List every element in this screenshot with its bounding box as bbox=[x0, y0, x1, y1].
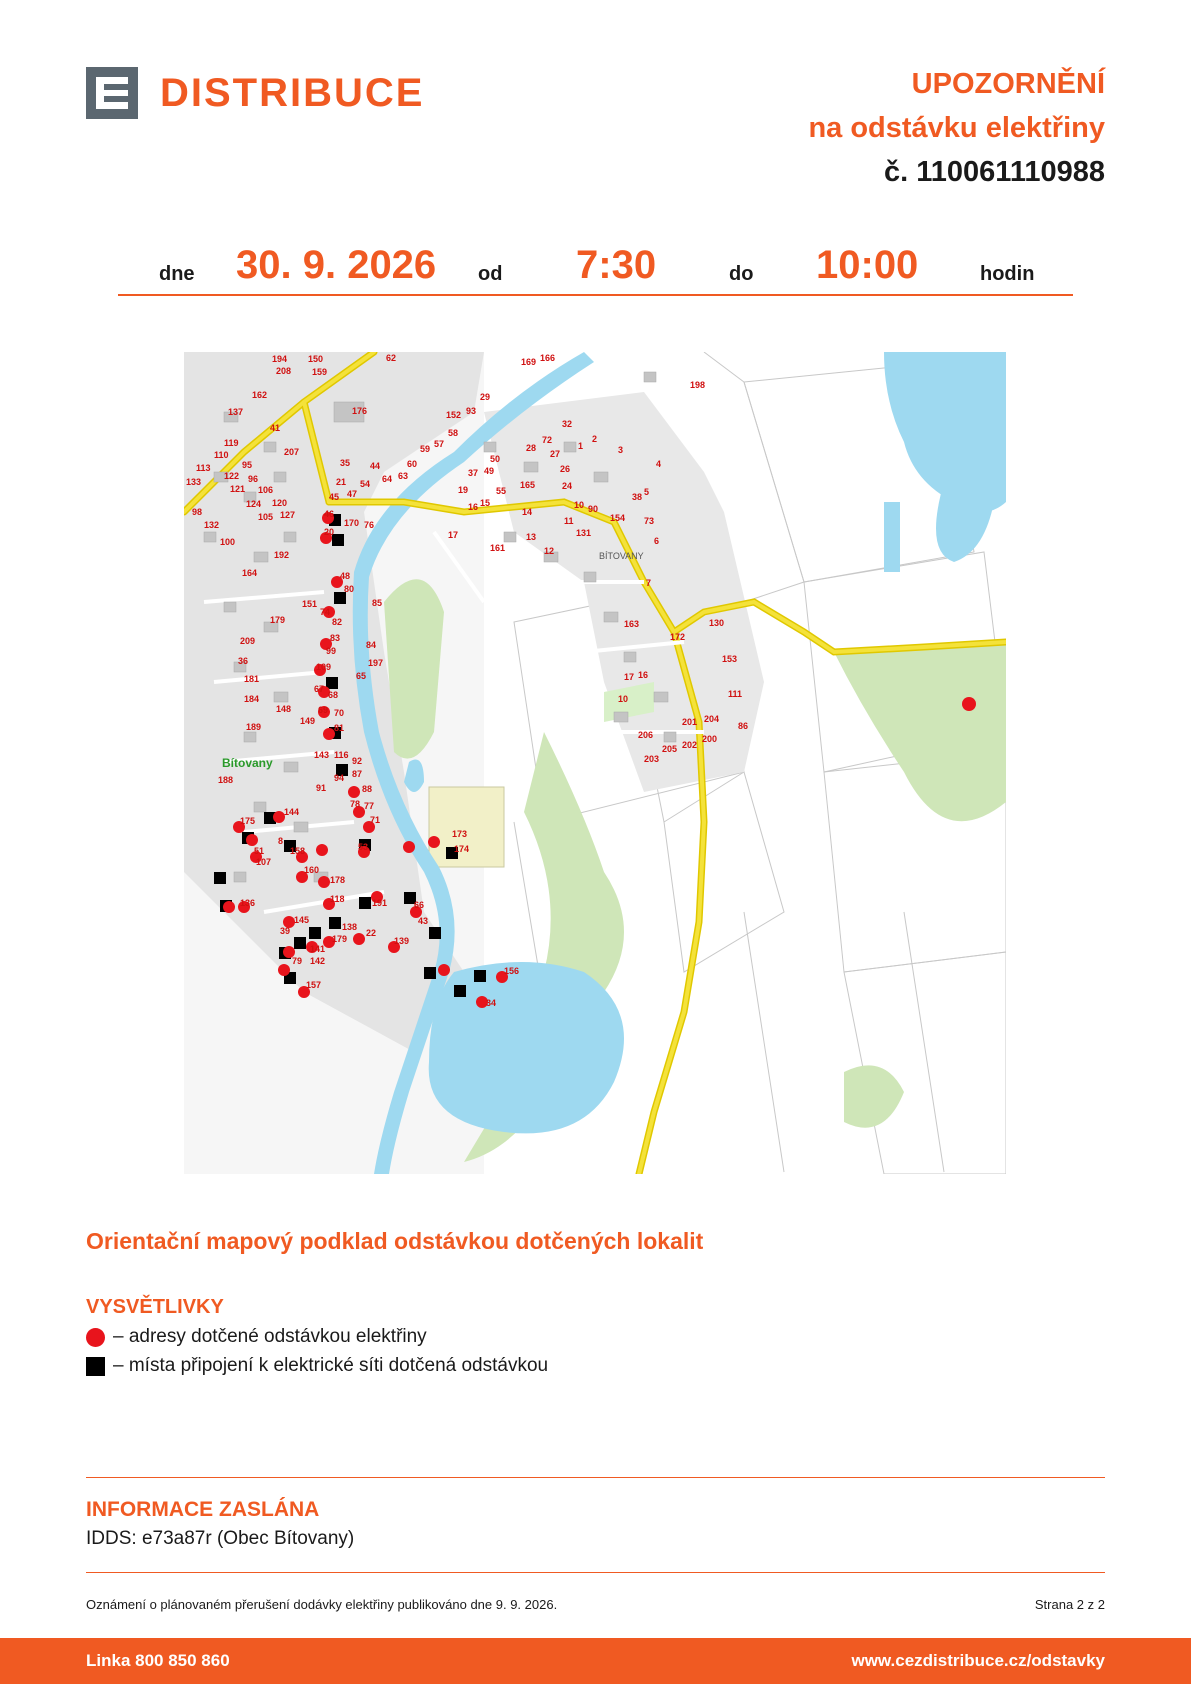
svg-text:192: 192 bbox=[274, 550, 290, 560]
svg-text:67: 67 bbox=[314, 684, 325, 694]
svg-text:13: 13 bbox=[526, 532, 537, 542]
svg-text:48: 48 bbox=[340, 571, 351, 581]
svg-text:64: 64 bbox=[382, 474, 393, 484]
svg-text:170: 170 bbox=[344, 518, 360, 528]
svg-text:116: 116 bbox=[334, 750, 349, 760]
svg-text:207: 207 bbox=[284, 447, 300, 457]
svg-text:76: 76 bbox=[364, 520, 375, 530]
svg-text:121: 121 bbox=[230, 484, 246, 494]
svg-text:139: 139 bbox=[394, 936, 410, 946]
svg-text:82: 82 bbox=[332, 617, 343, 627]
svg-text:74: 74 bbox=[320, 607, 331, 617]
schedule-row bbox=[118, 240, 1073, 296]
svg-text:189: 189 bbox=[246, 722, 262, 732]
svg-text:165: 165 bbox=[520, 480, 536, 490]
divider-bottom bbox=[86, 1572, 1105, 1573]
svg-text:145: 145 bbox=[294, 915, 310, 925]
info-recipient: IDDS: e73a87r (Obec Bítovany) bbox=[86, 1528, 355, 1549]
svg-text:90: 90 bbox=[588, 504, 599, 514]
svg-text:39: 39 bbox=[280, 926, 291, 936]
svg-text:166: 166 bbox=[540, 353, 556, 363]
svg-text:70: 70 bbox=[334, 708, 345, 718]
svg-text:131: 131 bbox=[576, 528, 592, 538]
svg-text:26: 26 bbox=[560, 464, 571, 474]
svg-text:10: 10 bbox=[618, 694, 629, 704]
svg-text:27: 27 bbox=[550, 449, 561, 459]
svg-text:35: 35 bbox=[340, 458, 351, 468]
svg-text:88: 88 bbox=[362, 784, 373, 794]
publication-note: Oznámení o plánovaném přerušení dodávky elektřiny publikováno dne 9. 9. 2026. bbox=[86, 1597, 558, 1612]
svg-text:174: 174 bbox=[454, 844, 470, 854]
svg-text:78: 78 bbox=[350, 799, 361, 809]
svg-text:160: 160 bbox=[304, 865, 320, 875]
svg-text:203: 203 bbox=[644, 754, 660, 764]
info-title: INFORMACE ZASLÁNA bbox=[86, 1498, 320, 1521]
svg-text:93: 93 bbox=[466, 406, 477, 416]
svg-text:107: 107 bbox=[256, 857, 272, 867]
svg-text:142: 142 bbox=[310, 956, 326, 966]
svg-text:184: 184 bbox=[244, 694, 260, 704]
svg-text:65: 65 bbox=[356, 671, 367, 681]
svg-text:57: 57 bbox=[434, 439, 445, 449]
svg-text:60: 60 bbox=[407, 459, 418, 469]
map-canvas bbox=[184, 352, 1006, 1174]
svg-text:95: 95 bbox=[242, 460, 253, 470]
svg-text:198: 198 bbox=[690, 380, 706, 390]
svg-text:119: 119 bbox=[224, 438, 239, 448]
cez-logo-icon bbox=[86, 67, 138, 119]
svg-text:188: 188 bbox=[218, 775, 234, 785]
svg-text:37: 37 bbox=[468, 468, 479, 478]
unit-label: hodin bbox=[980, 263, 1035, 285]
map-village-label: Bítovany bbox=[222, 756, 273, 770]
svg-text:17: 17 bbox=[624, 672, 635, 682]
svg-text:87: 87 bbox=[352, 769, 363, 779]
svg-text:4: 4 bbox=[656, 459, 662, 469]
svg-text:136: 136 bbox=[240, 898, 256, 908]
svg-text:137: 137 bbox=[228, 407, 244, 417]
legend-connections bbox=[86, 1355, 548, 1377]
svg-text:156: 156 bbox=[504, 966, 520, 976]
bottom-bar bbox=[0, 1638, 1191, 1684]
svg-text:3: 3 bbox=[618, 445, 624, 455]
svg-text:46: 46 bbox=[324, 509, 335, 519]
notice-subtitle: na odstávku elektřiny bbox=[808, 112, 1105, 144]
svg-text:10: 10 bbox=[574, 500, 585, 510]
svg-text:178: 178 bbox=[330, 875, 346, 885]
svg-text:169: 169 bbox=[521, 357, 537, 367]
svg-text:130: 130 bbox=[709, 618, 725, 628]
black-square-icon bbox=[86, 1357, 105, 1376]
svg-text:14: 14 bbox=[522, 507, 533, 517]
svg-text:19: 19 bbox=[458, 485, 469, 495]
legend-addresses bbox=[86, 1326, 427, 1348]
brand-name: DISTRIBUCE bbox=[160, 71, 425, 115]
page-number: Strana 2 z 2 bbox=[1034, 1597, 1105, 1612]
notice-number: č. 110061110988 bbox=[884, 156, 1105, 188]
svg-text:179: 179 bbox=[270, 615, 286, 625]
svg-text:150: 150 bbox=[308, 354, 324, 364]
svg-text:81: 81 bbox=[334, 723, 345, 733]
svg-text:110: 110 bbox=[214, 450, 229, 460]
svg-text:141: 141 bbox=[310, 944, 326, 954]
svg-text:28: 28 bbox=[526, 443, 537, 453]
svg-text:12: 12 bbox=[544, 546, 555, 556]
svg-text:1: 1 bbox=[578, 441, 584, 451]
svg-text:201: 201 bbox=[682, 717, 698, 727]
svg-text:133: 133 bbox=[186, 477, 202, 487]
svg-text:94: 94 bbox=[334, 773, 345, 783]
map-village-label-small: BÍTOVANY bbox=[599, 551, 644, 561]
svg-text:92: 92 bbox=[352, 756, 363, 766]
svg-text:43: 43 bbox=[418, 916, 429, 926]
svg-text:148: 148 bbox=[276, 704, 292, 714]
svg-text:8: 8 bbox=[278, 836, 284, 846]
svg-text:173: 173 bbox=[452, 829, 468, 839]
svg-text:159: 159 bbox=[312, 367, 328, 377]
svg-text:191: 191 bbox=[372, 898, 388, 908]
svg-text:132: 132 bbox=[204, 520, 220, 530]
svg-text:50: 50 bbox=[490, 454, 501, 464]
svg-text:161: 161 bbox=[490, 543, 506, 553]
svg-text:5: 5 bbox=[644, 487, 650, 497]
svg-text:69: 69 bbox=[318, 705, 329, 715]
svg-text:120: 120 bbox=[272, 498, 288, 508]
svg-text:29: 29 bbox=[480, 392, 491, 402]
svg-text:6: 6 bbox=[654, 536, 660, 546]
svg-text:84: 84 bbox=[366, 640, 377, 650]
svg-text:176: 176 bbox=[352, 406, 368, 416]
svg-text:109: 109 bbox=[316, 662, 332, 672]
svg-text:59: 59 bbox=[420, 444, 431, 454]
svg-text:47: 47 bbox=[347, 489, 358, 499]
svg-text:20: 20 bbox=[324, 527, 335, 537]
svg-text:118: 118 bbox=[330, 894, 345, 904]
legend-connections-text: – místa připojení k elektrické síti dotčená odstávkou bbox=[113, 1355, 549, 1376]
svg-text:83: 83 bbox=[330, 633, 341, 643]
to-label: do bbox=[729, 263, 754, 285]
notice-title: UPOZORNĚNÍ bbox=[911, 68, 1105, 100]
svg-text:2: 2 bbox=[592, 434, 598, 444]
svg-text:58: 58 bbox=[448, 428, 459, 438]
svg-text:55: 55 bbox=[496, 486, 507, 496]
svg-text:99: 99 bbox=[326, 646, 337, 656]
cez-logo bbox=[86, 66, 424, 120]
svg-text:72: 72 bbox=[542, 435, 553, 445]
svg-text:71: 71 bbox=[370, 815, 381, 825]
svg-text:105: 105 bbox=[258, 512, 274, 522]
svg-text:164: 164 bbox=[242, 568, 258, 578]
svg-text:149: 149 bbox=[300, 716, 316, 726]
svg-text:175: 175 bbox=[240, 816, 256, 826]
hotline-number: Linka 800 850 860 bbox=[86, 1651, 230, 1670]
svg-text:200: 200 bbox=[702, 734, 718, 744]
svg-text:162: 162 bbox=[252, 390, 268, 400]
from-time: 7:30 bbox=[576, 243, 657, 287]
svg-text:36: 36 bbox=[238, 656, 249, 666]
red-dot-icon bbox=[86, 1328, 105, 1347]
svg-text:124: 124 bbox=[246, 499, 262, 509]
svg-text:77: 77 bbox=[364, 801, 375, 811]
svg-text:62: 62 bbox=[386, 353, 397, 363]
svg-text:144: 144 bbox=[284, 807, 300, 817]
day-label: dne bbox=[159, 263, 195, 285]
svg-text:49: 49 bbox=[484, 466, 495, 476]
svg-text:79: 79 bbox=[292, 956, 303, 966]
svg-text:113: 113 bbox=[196, 463, 211, 473]
from-label: od bbox=[478, 263, 503, 285]
svg-text:154: 154 bbox=[610, 513, 626, 523]
svg-text:34: 34 bbox=[486, 998, 497, 1008]
svg-text:194: 194 bbox=[272, 354, 288, 364]
svg-text:91: 91 bbox=[316, 783, 327, 793]
to-time: 10:00 bbox=[816, 243, 919, 287]
divider-top bbox=[86, 1477, 1105, 1478]
svg-text:44: 44 bbox=[370, 461, 381, 471]
svg-text:80: 80 bbox=[344, 584, 355, 594]
svg-text:206: 206 bbox=[638, 730, 654, 740]
website-link[interactable]: www.cezdistribuce.cz/odstavky bbox=[851, 1651, 1105, 1670]
svg-text:85: 85 bbox=[372, 598, 383, 608]
svg-text:205: 205 bbox=[662, 744, 678, 754]
svg-text:73: 73 bbox=[644, 516, 655, 526]
svg-text:208: 208 bbox=[276, 366, 292, 376]
svg-text:138: 138 bbox=[342, 922, 358, 932]
svg-text:172: 172 bbox=[670, 632, 686, 642]
svg-text:22: 22 bbox=[366, 928, 377, 938]
svg-text:38: 38 bbox=[632, 492, 643, 502]
svg-text:17: 17 bbox=[448, 530, 459, 540]
svg-text:202: 202 bbox=[682, 740, 698, 750]
svg-text:7: 7 bbox=[646, 578, 652, 588]
svg-text:66: 66 bbox=[414, 900, 425, 910]
svg-text:209: 209 bbox=[240, 636, 256, 646]
svg-text:86: 86 bbox=[738, 721, 749, 731]
svg-text:157: 157 bbox=[306, 980, 322, 990]
svg-text:54: 54 bbox=[360, 479, 371, 489]
svg-text:163: 163 bbox=[624, 619, 640, 629]
svg-text:63: 63 bbox=[398, 471, 409, 481]
svg-text:179: 179 bbox=[332, 934, 348, 944]
svg-text:98: 98 bbox=[192, 507, 203, 517]
svg-text:151: 151 bbox=[302, 599, 318, 609]
map-caption: Orientační mapový podklad odstávkou dotčených lokalit bbox=[86, 1228, 704, 1254]
svg-text:53: 53 bbox=[358, 842, 369, 852]
svg-text:111: 111 bbox=[728, 689, 743, 699]
svg-text:204: 204 bbox=[704, 714, 720, 724]
svg-text:152: 152 bbox=[446, 410, 462, 420]
svg-text:11: 11 bbox=[564, 516, 574, 526]
svg-text:143: 143 bbox=[314, 750, 330, 760]
svg-text:127: 127 bbox=[280, 510, 296, 520]
svg-text:68: 68 bbox=[328, 690, 339, 700]
svg-text:45: 45 bbox=[329, 492, 340, 502]
svg-text:181: 181 bbox=[244, 674, 260, 684]
outage-map bbox=[184, 352, 1006, 1174]
svg-text:153: 153 bbox=[722, 654, 738, 664]
outage-date: 30. 9. 2026 bbox=[236, 243, 437, 287]
svg-text:41: 41 bbox=[270, 423, 281, 433]
svg-text:32: 32 bbox=[562, 419, 573, 429]
svg-text:21: 21 bbox=[336, 477, 347, 487]
legend-addresses-text: – adresy dotčené odstávkou elektřiny bbox=[113, 1326, 427, 1347]
svg-text:158: 158 bbox=[290, 846, 306, 856]
notice-header bbox=[808, 62, 1105, 194]
svg-text:15: 15 bbox=[480, 498, 491, 508]
svg-text:197: 197 bbox=[368, 658, 384, 668]
svg-text:96: 96 bbox=[248, 474, 259, 484]
legend-title: VYSVĚTLIVKY bbox=[86, 1296, 224, 1318]
svg-text:51: 51 bbox=[254, 846, 265, 856]
svg-text:122: 122 bbox=[224, 471, 240, 481]
svg-text:24: 24 bbox=[562, 481, 573, 491]
svg-text:16: 16 bbox=[638, 670, 649, 680]
svg-text:100: 100 bbox=[220, 537, 236, 547]
svg-text:16: 16 bbox=[468, 502, 479, 512]
svg-text:106: 106 bbox=[258, 485, 274, 495]
